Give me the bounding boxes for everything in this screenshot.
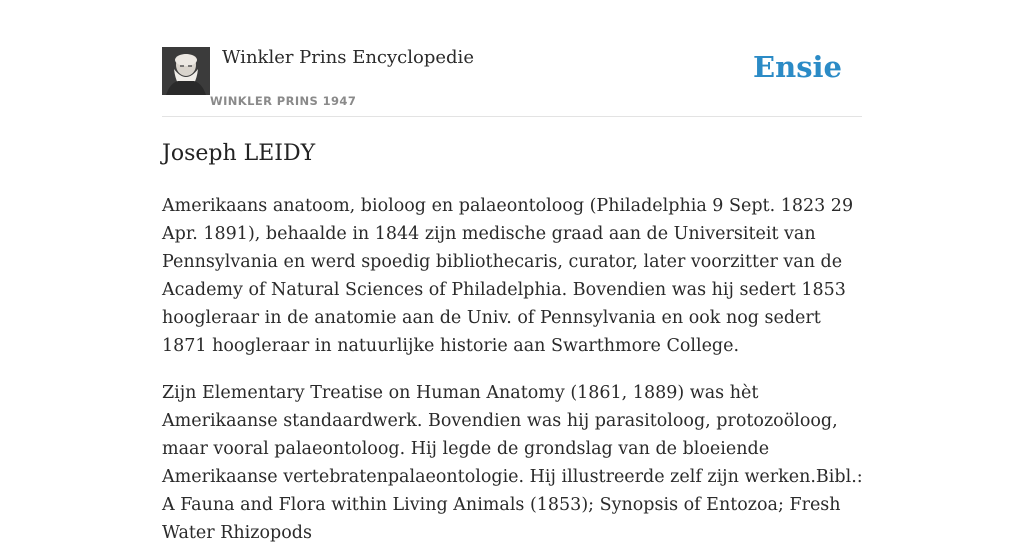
source-label[interactable]: WINKLER PRINS 1947 — [210, 94, 357, 108]
avatar[interactable] — [162, 47, 210, 95]
article-paragraph: Zijn Elementary Treatise on Human Anatomy (1861, 1889) was hèt Amerikaanse standaardwerk. Bovendien was hij parasitoloog, protozoöloog, maar vooral palaeontoloog. Hij legde de grondslag van de bloeiende Amerikaanse vertebratenpalaeontologie. Hij illustreerde zelf zijn werken.Bibl.: A Fauna and Flora within Living Animals (1853); Synopsis of Entozoa; Fresh Water Rhizopods — [162, 383, 863, 543]
bearded-man-portrait-icon — [162, 47, 210, 95]
page-title: Joseph LEIDY — [162, 141, 316, 166]
article-paragraph: Amerikaans anatoom, bioloog en palaeontoloog (Philadelphia 9 Sept. 1823 29 Apr. 1891), behaalde in 1844 zijn medische graad aan de Universiteit van Pennsylvania en werd spoedig bibliothecaris, curator, later voorzitter van de Academy of Natural Sciences of Philadelphia. Bovendien was hij sedert 1853 hoogleraar in de anatomie aan de Univ. of Pennsylvania en ook nog sedert 1871 hoogleraar in natuurlijke historie aan Swarthmore College. — [162, 196, 854, 356]
site-header — [162, 44, 862, 117]
brand-logo[interactable]: Ensie — [753, 50, 842, 84]
site-name[interactable]: Winkler Prins Encyclopedie — [222, 47, 474, 68]
article — [162, 137, 867, 547]
